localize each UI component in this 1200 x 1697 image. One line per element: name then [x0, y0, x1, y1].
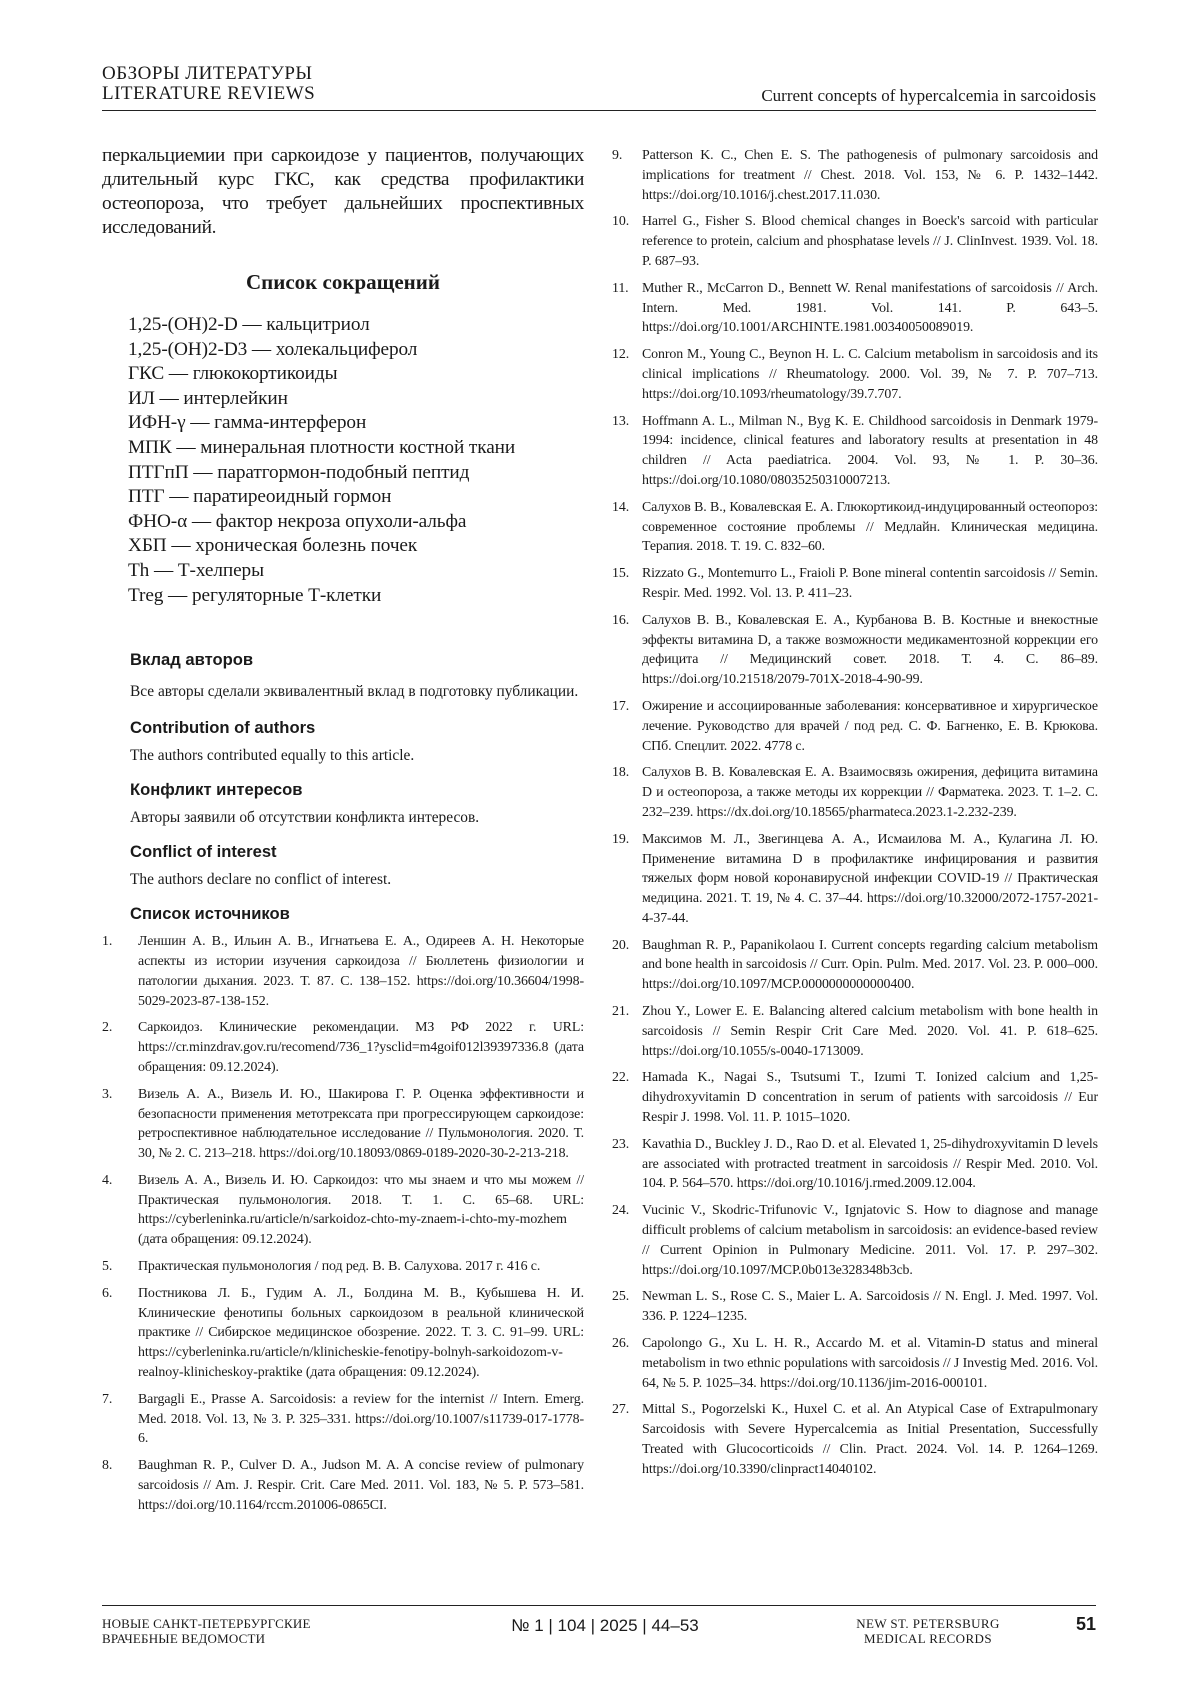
reference-item [612, 1068, 1098, 1127]
section-title-en: LITERATURE REVIEWS [102, 83, 316, 104]
reference-text: Леншин А. В., Ильин А. В., Игнатьева Е. А., Одиреев А. Н. Некоторые аспекты из истории изучения саркоидоза // Бюллетень физиологии и патологии дыхания. 2023. Т. 87. С. 138–152. https://doi.org/10.36604/1998-5029-2023-87-138-152. [138, 934, 584, 1009]
reference-text: Conron M., Young C., Beynon H. L. C. Calcium metabolism in sarcoidosis and its clinical implications // Rheumatology. 2000. Vol. 39, № 7. P. 707–713. https://doi.org/10.1093/rheumatology/39.7.707. [642, 347, 1098, 402]
reference-text: Визель А. А., Визель И. Ю., Шакирова Г. Р. Оценка эффективности и безопасности применения метотрексата при прогрессирующем саркоидозе: ретроспективное наблюдательное исследование // Пульмонология. 2020. Т. 30, № 2. С. 213–218. https://doi.org/10.18093/0869-0189-2020-30-2-213-218. [138, 1086, 584, 1162]
contribution-ru-heading: Вклад авторов [130, 650, 254, 670]
reference-item [612, 212, 1098, 271]
reference-text: Baughman R. P., Papanikolaou I. Current concepts regarding calcium metabolism and bone health in sarcoidosis // Curr. Opin. Pulm. Med. 2017. Vol. 23. P. 000–000. https://doi.org/10.1097/MCP.0000000000000400. [642, 937, 1098, 993]
abbreviation-item: Treg — регуляторные Т-клетки [128, 584, 382, 606]
reference-text: Kavathia D., Buckley J. D., Rao D. et al. Elevated 1, 25-dihydroxyvitamin D levels are associated with protracted treatment in sarcoidosis // Respir Med. 2010. Vol. 104. P. 564–570. https://doi.org/10.1016/j.rmed.2009.12.004. [642, 1136, 1098, 1192]
reference-text: Newman L. S., Rose C. S., Maier L. A. Sarcoidosis // N. Engl. J. Med. 1997. Vol. 336. P. 1224–1235. [642, 1289, 1098, 1325]
reference-text: Baughman R. P., Culver D. A., Judson M. A. A concise review of pulmonary sarcoidosis // Am. J. Respir. Crit. Care Med. 2011. Vol. 183, № 5. P. 573–581. https://doi.org/10.1164/rccm.201006-0865CI. [138, 1458, 584, 1513]
journal-name-en-line2: MEDICAL RECORDS [864, 1631, 992, 1646]
reference-text: Визель А. А., Визель И. Ю. Саркоидоз: что мы знаем и что мы можем // Практическая пульмонология. 2018. Т. 1. С. 65–68. URL: https://cyberleninka.ru/article/n/sarkoidoz-chto-my-znaem-i-chto-my-mozhem (дата обращения: 09.12.2024). [138, 1172, 584, 1248]
abbreviation-item: ГКС — глюкокортикоиды [128, 363, 338, 385]
reference-text: Patterson K. C., Chen E. S. The pathogenesis of pulmonary sarcoidosis and implications for treatment // Chest. 2018. Vol. 153, № 6. P. 1432–1442. https://doi.org/10.1016/j.chest.2017.11.030. [642, 148, 1098, 203]
reference-number: 12. [612, 347, 630, 363]
reference-number: 20. [612, 937, 630, 953]
reference-text: Zhou Y., Lower E. E. Balancing altered calcium metabolism with bone health in sarcoidosis // Semin Respir Crit Care Med. 2020. Vol. 41. P. 618–625. https://doi.org/10.1055/s-0040-1713009. [642, 1004, 1098, 1059]
reference-text: Максимов М. Л., Звегинцева А. А., Исмаилова М. А., Кулагина Л. Ю. Применение витамина D в профилактике инфицирования и развития тяжелых форм новой коронавирусной инфекции COVID-19 // Практическая медицина. 2021. Т. 19, № 4. С. 37–44. https://doi.org/10.32000/2072-1757-2021-4-37-44. [642, 831, 1098, 926]
contribution-en-text: The authors contributed equally to this article. [130, 747, 415, 765]
abbreviation-item: 1,25-(OH)2-D — кальцитриол [128, 314, 370, 335]
reference-number: 13. [612, 413, 630, 429]
reference-number: 2. [102, 1020, 113, 1036]
reference-number: 25. [612, 1289, 630, 1305]
reference-item [612, 1002, 1098, 1061]
reference-number: 3. [102, 1086, 113, 1102]
reference-number: 11. [612, 280, 629, 296]
reference-item [102, 1284, 584, 1383]
abbreviation-item: 1,25-(OH)2-D3 — холекальциферол [128, 338, 418, 360]
reference-item [612, 697, 1098, 756]
reference-item [612, 611, 1098, 690]
reference-text: Hamada K., Nagai S., Tsutsumi T., Izumi T. Ionized calcium and 1,25-dihydroxyvitamin D concentration in serum of patients with sarcoidosis // Eur Respir J. 1998. Vol. 11. P. 1015–1020. [642, 1070, 1098, 1126]
left-column [102, 144, 584, 1523]
reference-item [612, 1287, 1098, 1327]
reference-number: 1. [102, 934, 113, 950]
reference-text: Muther R., McCarron D., Bennett W. Renal manifestations of sarcoidosis // Arch. Intern. Med. 1981. Vol. 141. P. 643–5. https://doi.org/10.1001/ARCHINTE.1981.00340050089019. [642, 280, 1098, 336]
reference-number: 15. [612, 566, 630, 582]
reference-item [102, 1257, 584, 1277]
reference-text: Bargagli E., Prasse A. Sarcoidosis: a review for the internist // Intern. Emerg. Med. 2018. Vol. 13, № 3. P. 325–331. https://doi.org/10.1007/s11739-017-1778-6. [138, 1391, 584, 1447]
reference-item [612, 1334, 1098, 1393]
reference-item [612, 1400, 1098, 1479]
reference-number: 27. [612, 1402, 630, 1418]
reference-text: Салухов В. В., Ковалевская Е. А., Курбанова В. В. Костные и внекостные эффекты витамина D, а также возможности медикаментозной коррекции его дефицита // Медицинский совет. 2018. Т. 4. С. 86–89. https://doi.org/10.21518/2079-701X-2018-4-90-99. [642, 612, 1098, 688]
lead-paragraph: перкальциемии при саркоидозе у пациентов, получающих длительный курс ГКС, как средства профилактики остеопороза, что требует дальнейших проспективных исследований. [102, 145, 584, 238]
reference-number: 21. [612, 1004, 630, 1020]
abbreviations-list [102, 313, 584, 608]
running-title: Current concepts of hypercalcemia in sarcoidosis [761, 86, 1096, 105]
reference-number: 26. [612, 1336, 630, 1352]
references-heading: Список источников [130, 904, 290, 924]
reference-item [102, 932, 584, 1011]
reference-number: 9. [612, 148, 623, 163]
reference-number: 4. [102, 1172, 113, 1188]
section-header [102, 64, 522, 104]
footer-divider [102, 1605, 1096, 1606]
reference-text: Harrel G., Fisher S. Blood chemical changes in Boeck's sarcoid with particular reference to protein, calcium and phosphatase levels // J. ClinInvest. 1939. Vol. 18. P. 687–93. [642, 214, 1098, 269]
reference-number: 23. [612, 1136, 630, 1152]
reference-item [102, 1171, 584, 1250]
reference-number: 6. [102, 1285, 113, 1301]
reference-item [102, 1085, 584, 1164]
reference-number: 24. [612, 1203, 630, 1219]
reference-number: 14. [612, 499, 630, 515]
reference-number: 17. [612, 698, 630, 714]
reference-item [612, 830, 1098, 929]
abbreviation-item: МПК — минеральная плотности костной ткани [128, 436, 516, 458]
reference-text: Ожирение и ассоциированные заболевания: консервативное и хирургическое лечение. Руководство для врачей / под ред. С. Ф. Багненко, Е. В. Крюкова. СПб. Спецлит. 2022. 4778 с. [642, 698, 1098, 754]
issue-info: № 1 | 104 | 2025 | 44–53 [511, 1616, 699, 1635]
reference-item [612, 412, 1098, 491]
reference-item [612, 564, 1098, 604]
reference-text: Hoffmann A. L., Milman N., Byg K. E. Childhood sarcoidosis in Denmark 1979-1994: incidence, clinical features and laboratory results at presentation in 48 children // Acta paediatrica. 2004. Vol. 93, № 1. P. 30–36. https://doi.org/10.1080/08035250310007213. [642, 413, 1098, 488]
journal-name-ru [102, 1616, 311, 1646]
reference-number: 7. [102, 1391, 113, 1407]
reference-number: 22. [612, 1070, 630, 1086]
conflict-en-text: The authors declare no conflict of interest. [130, 871, 392, 889]
reference-text: Салухов В. В. Ковалевская Е. А. Взаимосвязь ожирения, дефицита витамина D и остеопороза, а также методы их коррекции // Фарматека. 2023. Т. 1–2. С. 232–239. https://dx.doi.org/10.18565/pharmateca.2023.1-2.232-239. [642, 765, 1098, 820]
conflict-ru-heading: Конфликт интересов [130, 780, 303, 800]
abbreviation-item: ПТГ — паратиреоидный гормон [128, 486, 392, 508]
reference-item [612, 1201, 1098, 1280]
abbreviation-item: ХБП — хроническая болезнь почек [128, 535, 418, 557]
reference-text: Vucinic V., Skodric-Trifunovic V., Ignjatovic S. How to diagnose and manage difficult problems of calcium metabolism in sarcoidosis: an evidence-based review // Current Opinion in Pulmonary Medicine. 2011. Vol. 17. P. 297–302. https://doi.org/10.1097/MCP.0b013e328348b3cb. [642, 1203, 1098, 1278]
reference-item [612, 763, 1098, 822]
reference-text: Mittal S., Pogorzelski K., Huxel C. et al. An Atypical Case of Extrapulmonary Sarcoidosis with Severe Hypercalcemia as Initial Presentation, Successfully Treated with Glucocorticoids // Clin. Pract. 2024. Vol. 14. P. 1264–1269. https://doi.org/10.3390/clinpract14040102. [642, 1402, 1098, 1477]
references-list-right [612, 146, 1098, 1480]
reference-item [612, 345, 1098, 404]
journal-name-en [828, 1616, 1028, 1646]
contribution-en-heading: Contribution of authors [130, 718, 316, 738]
reference-item [612, 498, 1098, 557]
journal-name-en-line1: NEW ST. PETERSBURG [856, 1616, 1000, 1631]
abbreviations-title: Список сокращений [246, 270, 440, 294]
reference-text: Capolongo G., Xu L. H. R., Accardo M. et al. Vitamin-D status and mineral metabolism in two ethnic populations with sarcoidosis // J Investig Med. 2016. Vol. 64, № 5. P. 1025–34. https://doi.org/10.1136/jim-2016-000101. [642, 1336, 1098, 1391]
reference-item [102, 1456, 584, 1515]
reference-text: Постникова Л. Б., Гудим А. Л., Болдина М. В., Кубышева Н. И. Клинические фенотипы больных саркоидозом в реальной клинической практике // Сибирское медицинское обозрение. 2022. Т. 3. С. 91–99. URL: https://cyberleninka.ru/article/n/klinicheskie-fenotipy-bolnyh-sarkoidozom-v-realnoy-klinicheskoy-praktike (дата обращения: 09.12.2024). [138, 1285, 584, 1381]
journal-name-ru-line2: ВРАЧЕБНЫЕ ВЕДОМОСТИ [102, 1631, 266, 1646]
references-list-left [102, 932, 584, 1516]
abbreviation-item: ПТГпП — паратгормон-подобный пептид [128, 461, 470, 483]
reference-number: 5. [102, 1259, 113, 1275]
reference-number: 18. [612, 765, 630, 781]
reference-item [102, 1390, 584, 1449]
abbreviation-item: ФНО-α — фактор некроза опухоли-альфа [128, 510, 467, 532]
reference-number: 19. [612, 831, 630, 847]
reference-number: 16. [612, 612, 630, 628]
reference-item [612, 146, 1098, 205]
reference-text: Практическая пульмонология / под ред. В. В. Салухова. 2017 г. 416 с. [138, 1259, 541, 1275]
right-column [612, 146, 1098, 1487]
conflict-ru-text: Авторы заявили об отсутствии конфликта интересов. [130, 809, 480, 827]
reference-item [102, 1018, 584, 1077]
reference-number: 10. [612, 214, 630, 230]
contribution-ru-text: Все авторы сделали эквивалентный вклад в подготовку публикации. [130, 683, 579, 701]
journal-name-ru-line1: НОВЫЕ САНКТ-ПЕТЕРБУРГСКИЕ [102, 1616, 311, 1631]
abbreviation-item: ИЛ — интерлейкин [128, 387, 288, 409]
abbreviation-item: ИФН-γ — гамма-интерферон [128, 412, 367, 434]
reference-text: Rizzato G., Montemurro L., Fraioli P. Bone mineral contentin sarcoidosis // Semin. Respir. Med. 1992. Vol. 13. P. 411–23. [642, 566, 1098, 601]
reference-number: 8. [102, 1458, 113, 1474]
conflict-en-heading: Conflict of interest [130, 842, 277, 862]
reference-item [612, 279, 1098, 338]
section-title-ru: ОБЗОРЫ ЛИТЕРАТУРЫ [102, 63, 313, 84]
reference-item [612, 1135, 1098, 1194]
reference-text: Салухов В. В., Ковалевская Е. А. Глюкортикоид-индуцированный остеопороз: современное состояние проблемы // Медлайн. Клиническая медицина. Терапия. 2018. Т. 19. С. 832–60. [642, 499, 1098, 555]
reference-text: Саркоидоз. Клинические рекомендации. МЗ РФ 2022 г. URL: https://cr.minzdrav.gov.ru/recomend/736_1?ysclid=m4goif012l39397336.8 (дата обращения: 09.12.2024). [138, 1020, 584, 1075]
page-number: 51 [1075, 1614, 1096, 1634]
reference-item [612, 936, 1098, 995]
header-divider [102, 110, 1096, 111]
abbreviation-item: Th — Т-хелперы [128, 559, 264, 581]
